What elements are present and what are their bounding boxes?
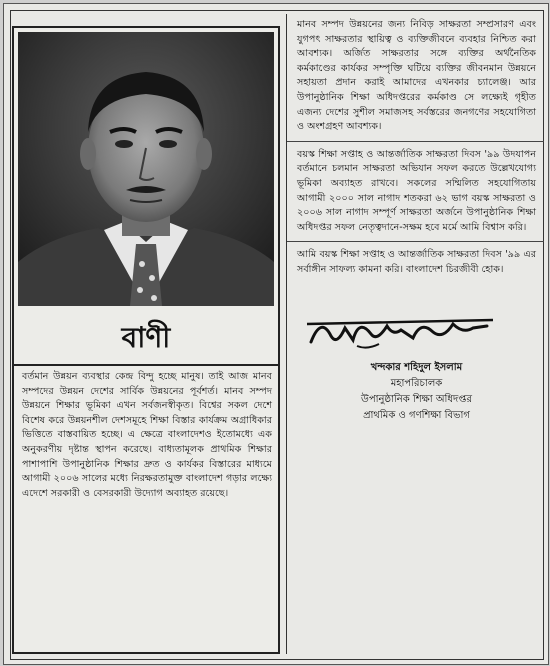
- signatory-division: প্রাথমিক ও গণশিক্ষা বিভাগ: [363, 409, 470, 421]
- newspaper-clipping: [3, 3, 549, 665]
- portrait-photo: [18, 32, 274, 306]
- right-column: [286, 14, 544, 654]
- paragraph-divider: [287, 241, 544, 242]
- portrait-image: [18, 32, 274, 306]
- title-divider: [14, 364, 278, 366]
- right-paragraph-2: বয়স্ক শিক্ষা সপ্তাহ ও আন্তর্জাতিক সাক্ষরতা দিবস '৯৯ উদযাপন বর্তমানে চলমান সাক্ষরতা অভিযান সফল করতে উল্লেখযোগ্য ভূমিকা অব্যাহত রাখবে। সকলের সম্মিলিত সহযোগিতায় আগামী ২০০০ সাল নাগাদ শতকরা ৬২ ভাগ বয়স্ক সাক্ষরতা ও ২০০৬ সাল নাগাদ সম্পূর্ণ সাক্ষরতা অর্জনে উপানুষ্ঠানিক শিক্ষা অধিদপ্তর সফল নেতৃত্বদানে-সক্ষম হবে মর্মে আমি বিশ্বাস করি।: [297, 148, 536, 233]
- right-paragraph-3: আমি বয়স্ক শিক্ষা সপ্তাহ ও আন্তর্জাতিক সাক্ষরতা দিবস '৯৯ এর সর্বাঙ্গীন সাফল্য কামনা করি। বাংলাদেশ চিরজীবী হোক।: [297, 249, 536, 275]
- signatory-block: [297, 360, 536, 424]
- left-column: [12, 26, 280, 654]
- message-title: বাণী: [121, 321, 171, 354]
- signatory-office: উপানুষ্ঠানিক শিক্ষা অধিদপ্তর: [361, 393, 472, 405]
- paragraph-divider: [287, 141, 544, 142]
- right-paragraph-1: মানব সম্পদ উন্নয়নের জন্য নিবিড় সাক্ষরতা সম্প্রসারণ এবং যুগপৎ সাক্ষরতার স্থায়িত্ব ও ব্যক্তিজীবনে ব্যবহার নিশ্চিত করা আবশ্যক। অর্জিত সাক্ষরতার সঙ্গে ব্যক্তির অর্থনৈতিক কর্মকাণ্ডের কার্যকর সম্পৃক্তি ঘটিয়ে ব্যক্তির জীবনমান উন্নয়নে সহায়তা প্রদান করাই আমাদের এখনকার চ্যালেঞ্জ। আর উপানুষ্ঠানিক শিক্ষা অধিদপ্তরের কর্মকাণ্ড সে লক্ষ্যেই গৃহীত এজন্য দেশের সুশীল সমাজসহ সর্বস্তরের জনগণের সহযোগিতা ও অংশগ্রহণ আবশ্যক।: [297, 19, 536, 133]
- right-message-text: [297, 18, 536, 278]
- signatory-designation: মহাপরিচালক: [390, 377, 443, 389]
- handwritten-signature: [297, 306, 497, 354]
- signatory-name: খন্দকার শহিদুল ইসলাম: [370, 361, 463, 373]
- left-message-text: বর্তমান উন্নয়ন ব্যবস্থার কেন্দ্র বিন্দু হচ্ছে মানুষ। তাই আজ মানব সম্পদের উন্নয়ন দেশের সার্বিক উন্নয়নের পূর্বশর্ত। মানব সম্পদ উন্নয়নে শিক্ষার ভূমিকা এখন সর্বজনস্বীকৃত। বিশ্বের সকল দেশে বিশেষ করে উন্নয়নশীল দেশসমূহে শিক্ষা বিস্তার কার্যক্রম অগ্রাধিকার ভিত্তিতে বাস্তবায়িত হচ্ছে। এ ক্ষেত্রে বাংলাদেশও ইতোমধ্যে এক অনুকরণীয় দৃষ্টান্ত স্থাপন করেছে। বাধ্যতামূলক প্রাথমিক শিক্ষার পাশাপাশি উপানুষ্ঠানিক শিক্ষার দ্রুত ও কার্যকর বিস্তারের মাধ্যমে আগামী ২০০৬ সালের মধ্যে নিরক্ষরতামুক্ত বাংলাদেশ গড়ার লক্ষ্যে এদেশে সরকারী ও বেসরকারী উদ্যোগ অব্যাহত রয়েছে।: [22, 371, 272, 499]
